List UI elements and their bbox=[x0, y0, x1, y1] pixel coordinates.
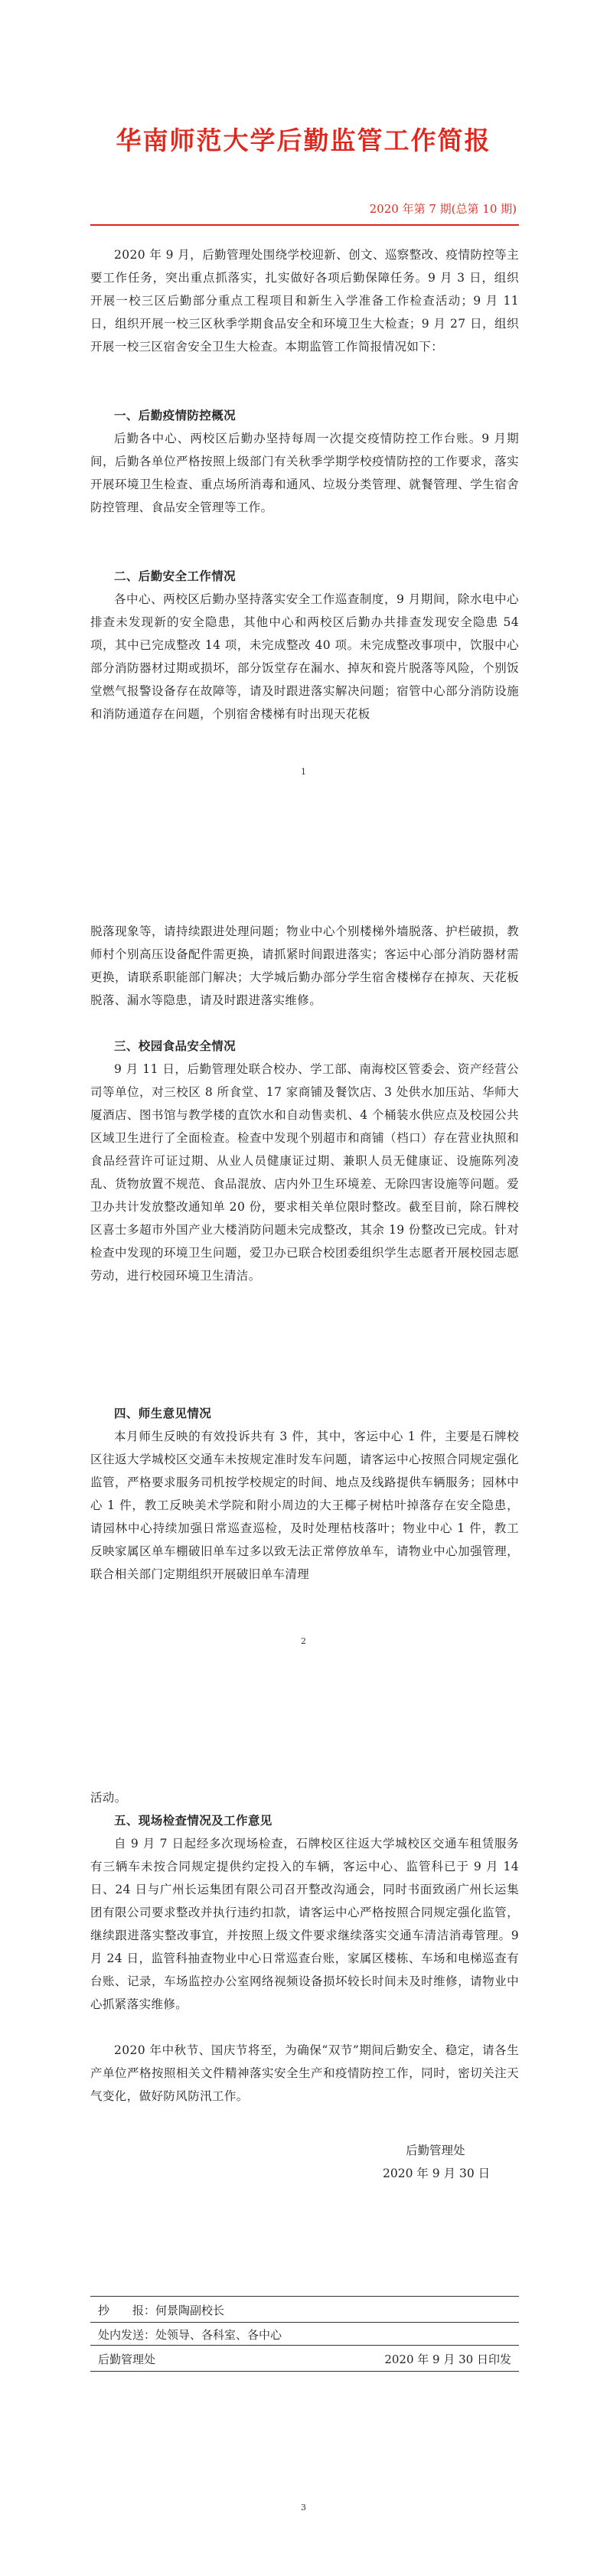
document-title: 华南师范大学后勤监管工作简报 bbox=[116, 126, 491, 155]
section-heading-3: 三、校园食品安全情况 bbox=[114, 1039, 237, 1053]
section-4-paragraph: 本月师生反映的有效投诉共有 3 件，其中，客运中心 1 件，主要是石牌校区往返大学城校区交通车未按规定准时发车问题，请客运中心按照合同规定强化监管，严格要求服务司机按学校规定的时间、地点及线路提供车辆服务；园林中心 1 件，教工反映美术学院和附小周边的大王椰子树枯叶掉落存在安全隐患，请园林中心持续加强日常巡查巡检，及时处理枯枝落叶；物业中心 1 件，教工反映家属区单车棚破旧单车过多以致无法正常停放单车，请物业中心加强管理，联合相关部门定期组织开展破旧单车清理 bbox=[90, 1430, 519, 1581]
section-heading-1: 一、后勤疫情防控概况 bbox=[114, 408, 237, 422]
section-5-paragraph-a: 自 9 月 7 日起经多次现场检查，石牌校区往返大学城校区交通车租赁服务有三辆车未按合同规定提供约定投入的车辆，客运中心、监管科已于 9 月 14 日、24 日与广州长运集团有限公司召开整改沟通会，同时书面致函广州长运集团有限公司要求整改并执行违约扣款，请客运中心严格按照合同规定强化监管，继续跟进落实整改事宜，并按照上级文件要求继续落实交通车清洁消毒管理。9 月 24 日，监管科抽查物业中心日常巡查台账，家属区楼栋、车场和电梯巡查有台账、记录，车场监控办公室网络视频设备损坏较长时间未及时维修，请物业中心抓紧落实维修。 bbox=[90, 1837, 519, 2011]
page-number-1: 1 bbox=[301, 767, 306, 777]
section-heading-4: 四、师生意见情况 bbox=[114, 1406, 212, 1420]
cc-line bbox=[90, 2302, 527, 2318]
distribute-value: 处领导、各科室、各中心 bbox=[155, 2328, 282, 2342]
footer-rule-3 bbox=[90, 2345, 519, 2346]
section-2-paragraph: 各中心、两校区后勤办坚持落实安全工作巡查制度，9 月期间，除水电中心排查未发现新的安全隐患，其他中心和两校区后勤办共排查发现安全隐患 54 项，其中已完成整改 14 项，未完成整改 40 项。未完成整改事项中，饮服中心部分消防器材过期或损坏，部分饭堂存在漏水、掉灰和瓷片脱落等风险，个别饭堂燃气报警设备存在故障等，请及时跟进落实解决问题；宿管中心部分消防设施和消防通道存在问题，个别宿舍楼梯有时出现天花板 bbox=[90, 592, 519, 721]
cc-value: 何景陶副校长 bbox=[155, 2304, 225, 2317]
section-heading-5: 五、现场检查情况及工作意见 bbox=[114, 1813, 272, 1828]
section-heading-2: 二、后勤安全工作情况 bbox=[114, 569, 237, 583]
header-red-rule bbox=[90, 224, 519, 226]
signature-date: 2020 年 9 月 30 日 bbox=[383, 2167, 491, 2180]
cc-label: 抄 报： bbox=[98, 2304, 156, 2317]
issue-number: 2020 年第 7 期(总第 10 期) bbox=[369, 202, 517, 216]
distribute-label: 处内发送： bbox=[98, 2328, 156, 2342]
section-3-paragraph: 9 月 11 日，后勤管理处联合校办、学工部、南海校区管委会、资产经营公司等单位，对三校区 8 所食堂、17 家商铺及餐饮店、3 处供水加压站、华师大厦酒店、图书馆与教学楼的直饮水和自动售卖机、4 个桶装水供应点及校园公共区域卫生进行了全面检查。检查中发现个别超市和商铺（档口）存在营业执照和食品经营许可证过期、从业人员健康证过期、兼职人员无健康证、设施陈列凌乱、货物放置不规范、食品混放、店内外卫生环境差、无除四害设施等问题。爱卫办共计发放整改通知单 20 份，要求相关单位限时整改。截至目前，除石牌校区喜士多超市外国产业大楼消防问题未完成整改，其余 19 份整改已完成。针对检查中发现的环境卫生问题，爱卫办已联合校团委组织学生志愿者开展校园志愿劳动，进行校园环境卫生清洁。 bbox=[90, 1062, 519, 1283]
footer-rule-2 bbox=[90, 2322, 519, 2323]
distribute-line bbox=[90, 2327, 527, 2343]
section-2-paragraph-continued: 脱落现象等，请持续跟进处理问题；物业中心个别楼梯外墙脱落、护栏破损，教师村个别高压设备配件需更换，请抓紧时间跟进落实；客运中心部分消防器材需更换，请联系职能部门解决；大学城后勤办部分学生宿舍楼梯存在掉灰、天花板脱落、漏水等隐患，请及时跟进落实维修。 bbox=[90, 924, 519, 1007]
page-number-3: 3 bbox=[301, 2503, 306, 2512]
footer-rule-top bbox=[90, 2296, 519, 2297]
footer-rule-bottom bbox=[90, 2371, 519, 2372]
section-4-paragraph-continued: 活动。 bbox=[90, 1791, 127, 1805]
section-5-paragraph-b: 2020 年中秋节、国庆节将至，为确保“双节”期间后勤安全、稳定，请各生产单位严格按照相关文件精神落实安全生产和疫情防控工作，同时，密切关注天气变化，做好防风防汛工作。 bbox=[90, 2043, 519, 2103]
section-1-paragraph: 后勤各中心、两校区后勤办坚持每周一次提交疫情防控工作台账。9 月期间，后勤各单位严格按照上级部门有关秋季学期学校疫情防控的工作要求，落实开展环境卫生检查、重点场所消毒和通风、垃圾分类管理、就餐管理、学生宿舍防控管理、食品安全管理等工作。 bbox=[90, 432, 519, 514]
signature-org: 后勤管理处 bbox=[406, 2144, 465, 2157]
page-number-2: 2 bbox=[301, 1636, 306, 1646]
footer-org: 后勤管理处 bbox=[98, 2353, 156, 2366]
intro-paragraph: 2020 年 9 月，后勤管理处围绕学校迎新、创文、巡察整改、疫情防控等主要工作任务，突出重点抓落实，扎实做好各项后勤保障任务。9 月 3 日，组织开展一校三区后勤部分重点工程项目和新生入学准备工作检查活动；9 月 11 日，组织开展一校三区秋季学期食品安全和环境卫生大检查；9 月 27 日，组织开展一校三区宿舍安全卫生大检查。本期监管工作简报情况如下： bbox=[90, 248, 519, 354]
footer-print-date: 2020 年 9 月 30 日印发 bbox=[384, 2353, 511, 2366]
